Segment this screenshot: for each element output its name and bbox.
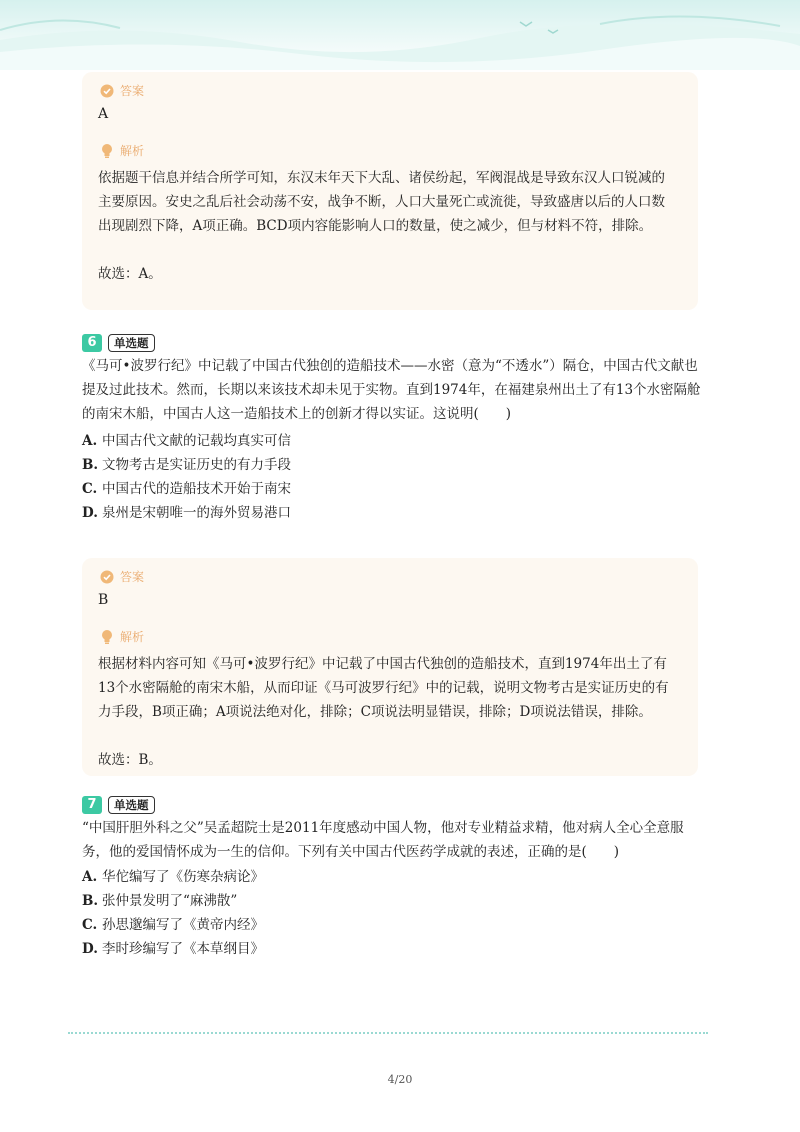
option-key: C. [82,917,98,933]
q6-conclusion: 故选：B。 [98,752,162,768]
lightbulb-icon [100,143,114,159]
question-type: 单选题 [108,334,155,352]
q5-conclusion: 故选：A。 [98,266,162,282]
answer-label: 答案 [120,570,145,584]
footer-divider [68,1032,708,1034]
option-text: 孙思邈编写了《黄帝内经》 [102,917,264,933]
question-number: 6 [82,334,102,352]
q5-answer-box [82,72,698,310]
answer-label: 答案 [120,84,145,98]
page-number: 4/20 [387,1073,413,1086]
q7-option-c[interactable] [82,914,264,936]
option-key: D. [82,505,98,521]
q7-option-a[interactable] [82,866,264,888]
q6-analysis: 根据材料内容可知《马可•波罗行纪》中记载了中国古代独创的造船技术，直到1974年出土了有13个水密隔舱的南宋木船，从而印证《马可波罗行纪》中的记载，说明文物考古是实证历史的有力手段，B项正确；A项说法绝对化，排除；C项说法明显错误，排除；D项说法错误，排除。 [98,656,669,720]
q6-stem: 《马可•波罗行纪》中记载了中国古代独创的造船技术——水密（意为“不透水”）隔仓，中国古代文献也提及过此技术。然而，长期以来该技术却未见于实物。直到1974年，在福建泉州出土了有13个水密隔舱的南宋木船，中国古人这一造船技术上的创新才得以实证。这说明( ) [82,358,701,422]
analysis-tag [100,628,144,645]
option-key: B. [82,893,99,909]
check-badge-icon [100,84,114,98]
q6-option-a[interactable] [82,430,291,452]
analysis-label: 解析 [120,630,145,644]
option-text: 张仲景发明了“麻沸散” [102,893,238,909]
q6-header [82,334,155,352]
option-text: 中国古代文献的记载均真实可信 [102,433,291,449]
q7-header [82,796,155,814]
option-key: C. [82,481,98,497]
option-key: A. [82,869,98,885]
q7-option-d[interactable] [82,938,264,960]
option-text: 文物考古是实证历史的有力手段 [102,457,291,473]
answer-tag [100,82,144,99]
q7-stem: “中国肝胆外科之父”吴孟超院士是2011年度感动中国人物，他对专业精益求精，他对病人全心全意服务，他的爱国情怀成为一生的信仰。下列有关中国古代医药学成就的表述，正确的是( ) [82,820,684,860]
option-key: D. [82,941,98,957]
header-decoration [0,0,800,70]
option-key: A. [82,433,98,449]
q5-answer: A [98,106,109,122]
q5-analysis: 依据题干信息并结合所学可知，东汉末年天下大乱、诸侯纷起，军阀混战是导致东汉人口锐减的主要原因。安史之乱后社会动荡不安，战争不断，人口大量死亡或流徙，导致盛唐以后的人口数出现剧烈下降，A项正确。BCD项内容能影响人口的数量，使之减少，但与材料不符，排除。 [98,170,665,234]
analysis-tag [100,142,144,159]
option-text: 李时珍编写了《本草纲目》 [102,941,264,957]
check-badge-icon [100,570,114,584]
q6-answer-box [82,558,698,776]
q7-option-b[interactable] [82,890,237,912]
option-key: B. [82,457,99,473]
option-text: 中国古代的造船技术开始于南宋 [102,481,291,497]
option-text: 泉州是宋朝唯一的海外贸易港口 [102,505,291,521]
answer-tag [100,568,144,585]
question-number: 7 [82,796,102,814]
analysis-label: 解析 [120,144,145,158]
q6-answer: B [98,592,109,608]
lightbulb-icon [100,629,114,645]
q6-option-d[interactable] [82,502,291,524]
question-type: 单选题 [108,796,155,814]
q6-option-b[interactable] [82,454,291,476]
q6-option-c[interactable] [82,478,291,500]
option-text: 华佗编写了《伤寒杂病论》 [102,869,264,885]
